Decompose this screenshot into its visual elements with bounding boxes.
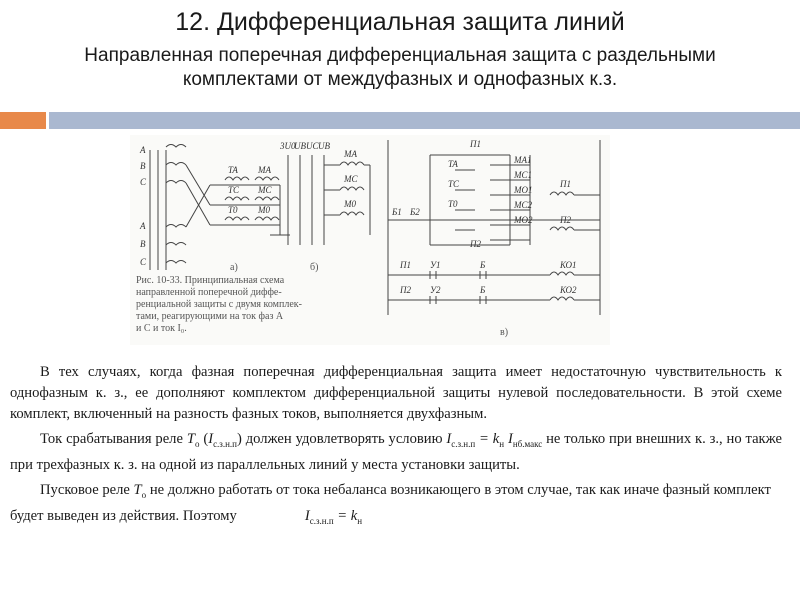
figure-caption-line-1: Рис. 10-33. Принципиальная схема — [136, 275, 285, 286]
circuit-label-c-1: MA1 — [514, 155, 532, 165]
p2-symbol-I2-sub: с.з.н.п — [451, 438, 476, 449]
circuit-label-c-5: MO1 — [514, 185, 533, 195]
figure-label-b: б) — [310, 262, 319, 273]
voltage-label-3: UB — [318, 141, 330, 151]
voltage-label-0: 3U0 — [280, 141, 296, 151]
phase-label-5: C — [140, 257, 147, 267]
circuit-label-c-15: У2 — [430, 285, 441, 295]
circuit-label-c-2: TA — [448, 159, 458, 169]
relay-label-b-0: MA — [344, 149, 357, 159]
paragraph-2 — [10, 429, 782, 476]
figure-caption-line-2: направленной поперечной диффе- — [136, 287, 282, 298]
circuit-label-c-3: MC1 — [514, 170, 532, 180]
figure-caption-line-3: ренциальной защиты с двумя комплек- — [136, 299, 302, 310]
circuit-label-c-6: T0 — [448, 199, 458, 209]
body-text — [10, 362, 782, 536]
relay-label-a-4: T0 — [228, 205, 238, 215]
p3-text-a: Пусковое реле — [40, 481, 134, 498]
circuit-label-c-13: Б2 — [410, 207, 420, 217]
voltage-label-2: UC — [306, 141, 319, 151]
p2-symbol-T: T — [186, 431, 195, 447]
relay-label-a-2: TC — [228, 185, 240, 195]
figure-caption-line-4: тами, реагирующими на ток фаз A — [136, 311, 284, 322]
p2-text-b: ( — [199, 431, 209, 447]
p2-text-c: ) должен удовлетворять условию — [237, 431, 447, 447]
accent-bar-orange — [0, 112, 46, 129]
circuit-label-c-11: П2 — [560, 215, 571, 225]
p2-symbol-I: I — [208, 431, 214, 447]
phase-label-1: B — [140, 161, 146, 171]
slide-title: 12. Дифференциальная защита линий — [175, 8, 625, 36]
figure-label-a: а) — [230, 262, 238, 273]
p2-text-d: не только при внешних к. з., но также при трехфазных к. з. на одной из параллельных линий у места установки защиты. — [10, 431, 783, 473]
circuit-label-c-7: MC2 — [514, 200, 532, 210]
relay-label-a-3: MC — [258, 185, 272, 195]
relay-label-b-2: M0 — [344, 199, 356, 209]
p3-formula-I: I — [304, 507, 310, 524]
p2-symbol-I2: I — [446, 431, 452, 447]
slide-subtitle — [60, 44, 740, 92]
figure-caption-line-5: и C и ток I₀. — [136, 323, 187, 334]
p3-formula-I-sub: с.з.н.п — [309, 515, 334, 526]
voltage-label-1: UB — [294, 141, 306, 151]
circuit-label-c-20: П1 — [400, 260, 411, 270]
circuit-label-c-16: Б — [480, 260, 486, 270]
circuit-label-c-18: КО1 — [560, 260, 577, 270]
p3-text-b: не должно работать от тока небаланса возникающего в этом случае, так как иначе фазный комплект будет выведен из действия. Поэтому — [10, 481, 771, 524]
circuit-label-c-19: КО2 — [560, 285, 577, 295]
circuit-label-c-4: TC — [448, 179, 460, 189]
phase-label-4: B — [140, 239, 146, 249]
p2-text-a: Ток срабатывания реле — [40, 431, 187, 447]
p2-symbol-I3: I — [504, 431, 513, 447]
p2-symbol-I3-sub: нб.макс — [512, 438, 543, 449]
voltage-labels — [279, 141, 330, 151]
p2-symbol-T-sub: o — [194, 438, 200, 449]
circuit-label-c-21: П2 — [400, 285, 411, 295]
relay-label-b-1: MC — [344, 174, 358, 184]
circuit-label-c-14: У1 — [430, 260, 441, 270]
accent-bar-blue — [49, 112, 800, 129]
paragraph-1: В тех случаях, когда фазная поперечная дифференциальная защита имеет недостаточную чувствительность к однофазным к. з., ее дополняют комплектом дифференциальной защиты нулевой последовательности. В этой схеме комплект, включенный на разность фазных токов, выполняется двухфазным. — [10, 364, 782, 422]
p3-symbol-T: T — [133, 481, 142, 498]
p3-formula-k-sub: н — [357, 515, 363, 526]
figure-label-c: в) — [500, 327, 509, 338]
circuit-label-c-17: Б — [480, 285, 486, 295]
p2-symbol-I-sub: с.з.н.п — [213, 438, 237, 449]
relay-label-a-5: M0 — [258, 205, 270, 215]
p3-formula-eq: = k — [333, 507, 358, 524]
p3-symbol-T-sub: o — [141, 489, 147, 500]
circuit-label-c-9: П2 — [470, 239, 481, 249]
relay-label-a-1: MA — [258, 165, 271, 175]
circuit-label-c-0: П1 — [470, 139, 481, 149]
p2-symbol-k-sub: н — [499, 438, 505, 449]
subtitle-line-1: Направленная поперечная дифференциальная защита с раздельными — [84, 45, 716, 66]
circuit-label-c-10: П1 — [560, 179, 571, 189]
paragraph-3 — [10, 480, 782, 532]
subtitle-line-2: комплектами от междуфазных и однофазных к.з. — [182, 69, 618, 90]
phase-label-3: A — [140, 221, 146, 231]
circuit-diagram-svg — [130, 135, 610, 345]
circuit-label-c-12: Б1 — [392, 207, 402, 217]
circuit-diagram-figure — [130, 135, 610, 345]
p2-symbol-eq: = k — [475, 431, 500, 447]
phase-label-0: A — [140, 145, 146, 155]
relay-label-a-0: TA — [228, 165, 238, 175]
phase-label-2: C — [140, 177, 147, 187]
circuit-label-c-8: MO2 — [514, 215, 533, 225]
